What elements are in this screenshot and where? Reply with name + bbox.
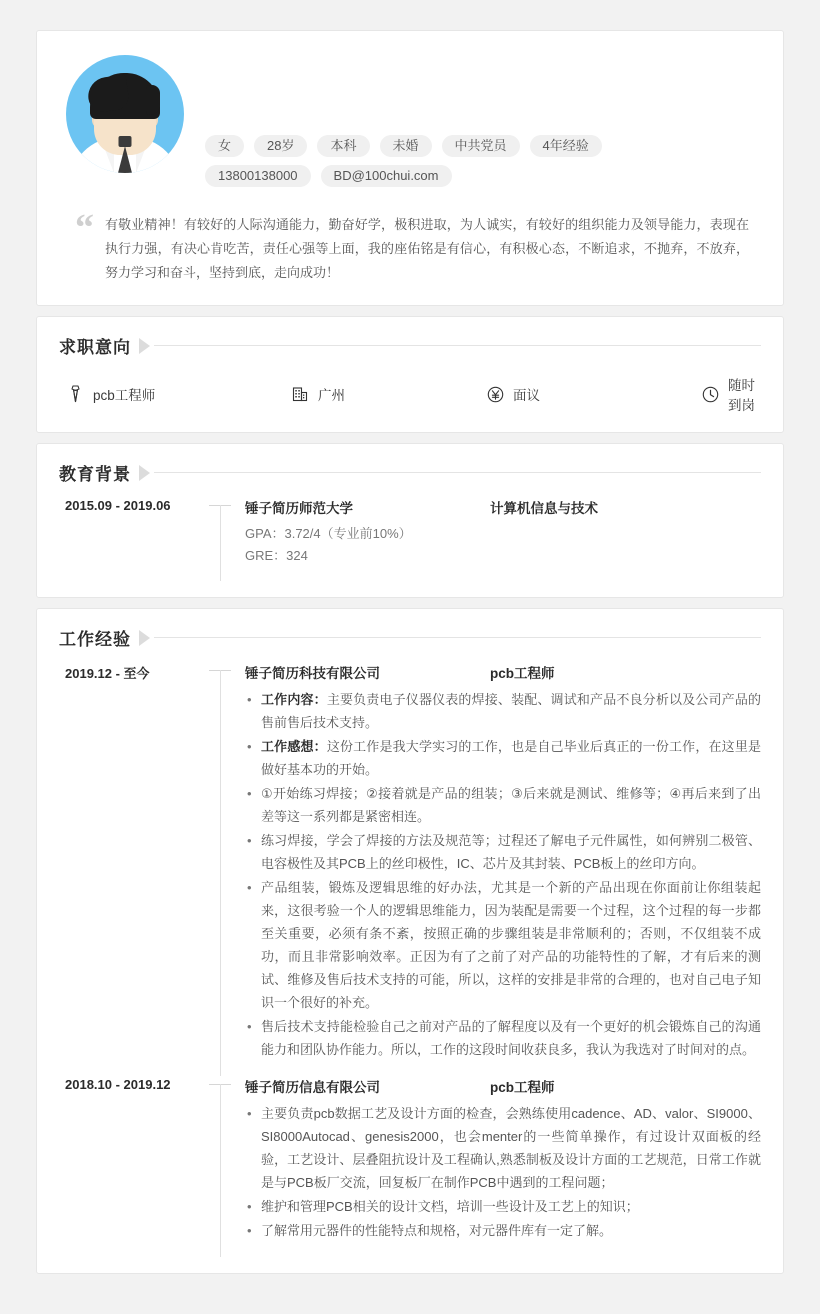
self-evaluation-text: 有敬业精神！有较好的人际沟通能力，勤奋好学，极积进取，为人诚实，有较好的组织能力及领导能力，表现在执行力强，有决心肯吃苦，责任心强等上面，我的座佑铭是有信心，有积极心态，不断追求，不抛弃，不放弃，努力学习和奋斗，坚持到底，走向成功！: [105, 217, 749, 280]
intent-city-label: 广州: [318, 388, 345, 403]
work-date: 2019.12 - 至今: [65, 666, 150, 681]
timeline-line: [220, 505, 221, 581]
section-header: [59, 625, 761, 650]
education-date: 2015.09 - 2019.06: [65, 498, 171, 513]
avatar-wrap: [61, 53, 189, 173]
intent-salary: [485, 384, 700, 404]
job-intention-row: [59, 370, 761, 416]
work-bullet-lead: 工作感想：: [261, 739, 327, 754]
section-arrow-icon: [139, 630, 150, 646]
profile-tag: 本科: [317, 135, 369, 157]
education-gpa: GPA：3.72/4（专业前10%）: [245, 526, 412, 541]
work-bullet-list: [245, 688, 761, 1061]
avatar: [66, 55, 184, 173]
section-arrow-icon: [139, 465, 150, 481]
work-bullet: • 练习焊接，学会了焊接的方法及规范等；过程还了解电子元件属性，如何辨别二极管、电容极性及其PCB上的丝印极性，IC、芯片及其封装、PCB板上的丝印方向。: [245, 829, 761, 875]
header-info: [189, 53, 759, 195]
work-body: [235, 1076, 761, 1257]
timeline-rail: [209, 662, 235, 1076]
profile-tag-row-2: [205, 165, 759, 187]
profile-tag: 女: [205, 135, 244, 157]
section-divider: [154, 472, 761, 473]
section-title: 教育背景: [59, 465, 131, 484]
profile-tag: 4年经验: [530, 135, 602, 157]
profile-tag-row-1: [205, 135, 759, 157]
profile-tag: 28岁: [254, 135, 307, 157]
header-card: [36, 30, 784, 306]
section-title: 求职意向: [59, 338, 131, 357]
job-title: pcb工程师: [490, 666, 555, 681]
education-titles: [245, 497, 761, 517]
intent-salary-label: 面议: [513, 388, 540, 403]
quote-mark-icon: “: [75, 207, 94, 249]
work-bullet: • 了解常用元器件的性能特点和规格，对元器件库有一定了解。: [245, 1219, 761, 1242]
work-bullet: • 工作感想：这份工作是我大学实习的工作，也是自己毕业后真正的一份工作，在这里是做好基本功的开始。: [245, 735, 761, 781]
work-bullet: • 产品组装，锻炼及逻辑思维的好办法，尤其是一个新的产品出现在你面前让你组装起来，这很考验一个人的逻辑思维能力，因为装配是需要一个过程，这个过程的每一步都至关重要，必须有条不紊，按照正确的步骤组装是非常顺利的；否则，不仅组装不成功，而且非常影响效率。正因为有了之前了对产品的功能特性的了解，才有后来的测试、维修及售后技术支持的可能，所以，这样的安排是非常的合理的，也对自己电子知识一个很好的补充。: [245, 876, 761, 1014]
job-intention-card: [36, 316, 784, 433]
intent-position-label: pcb工程师: [93, 388, 156, 403]
education-gre: GRE：324: [245, 548, 308, 563]
intent-city: [290, 384, 485, 404]
intent-availability: [700, 374, 759, 414]
work-bullet-lead: 工作内容：: [261, 692, 327, 707]
education-body: [235, 497, 761, 581]
work-entry-list: [59, 662, 761, 1257]
section-header: [59, 333, 761, 358]
work-date: 2018.10 - 2019.12: [65, 1077, 171, 1092]
section-divider: [154, 637, 761, 638]
work-entry: [59, 662, 761, 1076]
work-bullet: • 售后技术支持能检验自己之前对产品的了解程度以及有一个更好的机会锻炼自己的沟通能力和团队协作能力。所以，工作的这段时间收获良多，我认为我选对了时间对的点。: [245, 1015, 761, 1061]
section-title: 工作经验: [59, 630, 131, 649]
timeline-line: [220, 1084, 221, 1257]
education-entry: [59, 497, 761, 581]
building-icon: [290, 384, 310, 404]
work-entry: [59, 1076, 761, 1257]
phone-tag: 13800138000: [205, 165, 311, 187]
section-header: [59, 460, 761, 485]
header-top: [61, 53, 759, 195]
work-bullet: • 主要负责pcb数据工艺及设计方面的检查，会熟练使用cadence、AD、valor、SI9000、SI8000Autocad、genesis2000，也会menter的一些简单操作，有过设计双面板的经验，工艺设计、层叠阻抗设计及工程确认,熟悉制板及设计方面的工艺规范，日常工作就是与PCB板厂交流，回复板厂在制作PCB中遇到的工程问题；: [245, 1102, 761, 1194]
yen-circle-icon: [485, 384, 505, 404]
company-name: 锤子简历信息有限公司: [245, 1080, 380, 1095]
profile-tag: 未婚: [380, 135, 432, 157]
work-bullet: • 工作内容：主要负责电子仪器仪表的焊接、装配、调试和产品不良分析以及公司产品的售前售后技术支持。: [245, 688, 761, 734]
intent-availability-label: 随时到岗: [728, 378, 755, 413]
job-title: pcb工程师: [490, 1080, 555, 1095]
timeline-rail: [209, 497, 235, 581]
work-titles: [245, 662, 761, 682]
company-name: 锤子简历科技有限公司: [245, 666, 380, 681]
work-bullet: • ①开始练习焊接；②接着就是产品的组装；③后来就是测试、维修等；④再后来到了出差等这一系列都是紧密相连。: [245, 782, 761, 828]
section-arrow-icon: [139, 338, 150, 354]
self-evaluation-block: [61, 207, 759, 285]
work-experience-card: [36, 608, 784, 1274]
work-bullet: • 维护和管理PCB相关的设计文档，培训一些设计及工艺上的知识；: [245, 1195, 761, 1218]
section-divider: [154, 345, 761, 346]
school-name: 锤子简历师范大学: [245, 501, 353, 516]
work-titles: [245, 1076, 761, 1096]
avatar-tie: [118, 146, 132, 173]
intent-position: [65, 384, 290, 404]
profile-tag: 中共党员: [442, 135, 520, 157]
email-tag: BD@100chui.com: [321, 165, 452, 187]
timeline-rail: [209, 1076, 235, 1257]
work-bullet-list: [245, 1102, 761, 1242]
avatar-hair-side: [146, 85, 160, 115]
clock-icon: [700, 384, 720, 404]
work-body: [235, 662, 761, 1076]
major-name: 计算机信息与技术: [490, 501, 598, 516]
education-card: [36, 443, 784, 598]
timeline-line: [220, 670, 221, 1076]
necktie-icon: [65, 384, 85, 404]
